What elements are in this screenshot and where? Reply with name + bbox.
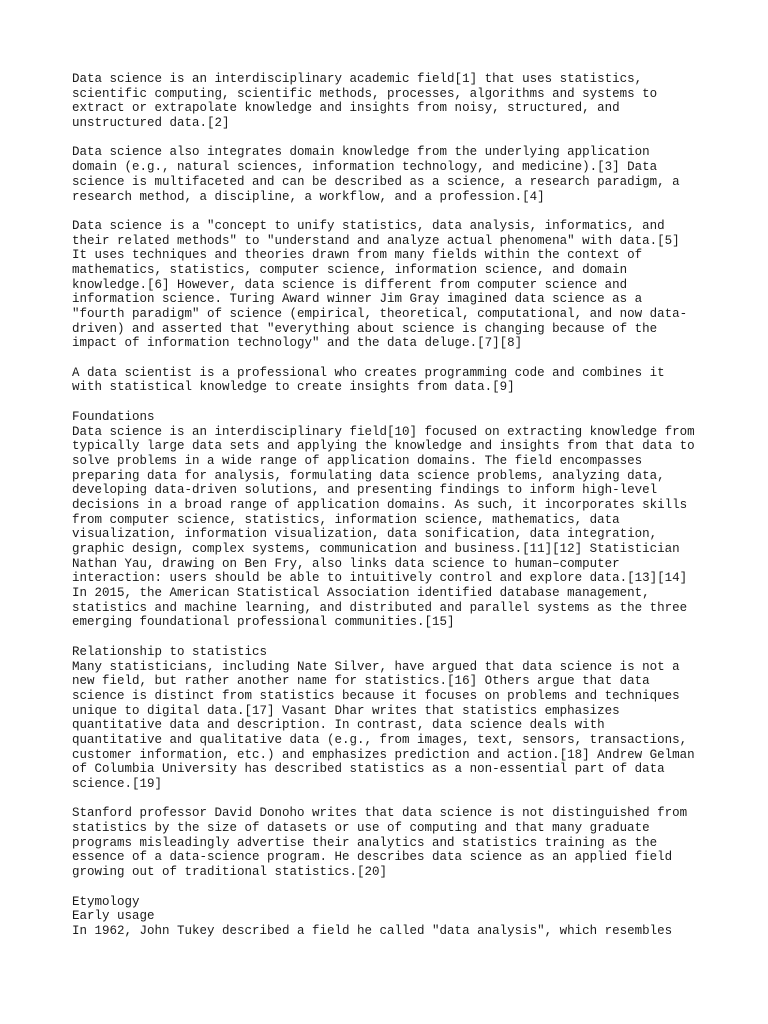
text-line: Data science is a "concept to unify statistics, data analysis, informatics, and (72, 218, 665, 233)
paragraph-block (72, 219, 712, 351)
text-line: mathematics, statistics, computer science, information science, and domain (72, 262, 628, 277)
text-line: growing out of traditional statistics.[20] (72, 865, 388, 880)
text-line: quantitative data and description. In contrast, data science deals with (72, 718, 605, 733)
paragraph-spacer (72, 880, 712, 895)
text-line: new field, but rather another name for statistics.[16] Others argue that data (72, 674, 650, 689)
text-line: impact of information technology" and the data deluge.[7][8] (72, 336, 523, 351)
text-line: emerging foundational professional communities.[15] (72, 615, 455, 630)
text-line: preparing data for analysis, formulating data science problems, analyzing data, (72, 468, 665, 483)
text-line: Stanford professor David Donoho writes that data science is not distinguished from (72, 806, 688, 821)
text-line: science.[19] (72, 777, 163, 791)
text-line: Nathan Yau, drawing on Ben Fry, also links data science to human–computer (72, 556, 620, 571)
text-line: Many statisticians, including Nate Silver, have argued that data science is not a (72, 659, 680, 674)
text-line: "fourth paradigm" of science (empirical, theoretical, computational, and now data- (72, 307, 688, 321)
text-line: information science. Turing Award winner Jim Gray imagined data science as a (72, 292, 643, 307)
text-line: research method, a discipline, a workflow, and a profession.[4] (72, 189, 545, 204)
paragraph-spacer (72, 204, 712, 219)
paragraph-block (72, 72, 712, 131)
text-line: In 2015, the American Statistical Association identified database management, (72, 586, 650, 601)
text-line: statistics by the size of datasets or use of computing and that many graduate (72, 821, 650, 836)
text-line: graphic design, complex systems, communication and business.[11][12] Statistician (72, 542, 680, 556)
text-line: developing data-driven solutions, and presenting findings to inform high-level (72, 483, 658, 498)
paragraph-spacer (72, 395, 712, 410)
text-line: typically large data sets and applying the knowledge and insights from that data to (72, 439, 695, 454)
paragraph-block (72, 145, 712, 204)
text-line: with statistical knowledge to create insights from data.[9] (72, 380, 515, 395)
text-line: programs misleadingly advertise their analytics and statistics training as the (72, 835, 658, 850)
text-line: extract or extrapolate knowledge and insights from noisy, structured, and (72, 101, 620, 116)
text-line: of Columbia University has described statistics as a non-essential part of data (72, 762, 665, 777)
paragraph-block (72, 806, 712, 879)
section-heading: Foundations (72, 409, 155, 424)
paragraph-spacer (72, 351, 712, 366)
section-heading: Etymology (72, 894, 140, 909)
text-line: customer information, etc.) and emphasizes prediction and action.[18] Andrew Gelman (72, 747, 695, 762)
text-line: In 1962, John Tukey described a field he called "data analysis", which resembles (72, 923, 673, 938)
text-line: Data science is an interdisciplinary academic field[1] that uses statistics, (72, 72, 643, 86)
text-line: unique to digital data.[17] Vasant Dhar writes that statistics emphasizes (72, 703, 620, 718)
text-line: quantitative and qualitative data (e.g., from images, text, sensors, transactions, (72, 732, 688, 747)
section-block (72, 645, 712, 792)
paragraph-spacer (72, 131, 712, 146)
text-line: decisions in a broad range of application domains. As such, it incorporates skills (72, 497, 688, 512)
paragraph-spacer (72, 630, 712, 645)
subsection-heading: Early usage (72, 909, 155, 924)
section-heading: Relationship to statistics (72, 644, 268, 659)
text-line: essence of a data-science program. He describes data science as an applied field (72, 850, 673, 865)
section-block (72, 410, 712, 630)
text-line: domain (e.g., natural sciences, information technology, and medicine).[3] Data (72, 160, 658, 175)
text-line: visualization, information visualization, data sonification, data integration, (72, 527, 658, 542)
text-line: their related methods" to "understand and analyze actual phenomena" with data.[5] (72, 233, 680, 248)
text-line: Data science is an interdisciplinary field[10] focused on extracting knowledge from (72, 424, 695, 439)
text-line: science is distinct from statistics because it focuses on problems and techniques (72, 688, 680, 703)
text-line: driven) and asserted that "everything about science is changing because of the (72, 321, 658, 336)
text-line: from computer science, statistics, information science, mathematics, data (72, 512, 620, 527)
paragraph-block (72, 366, 712, 395)
section-block (72, 895, 712, 939)
text-line: knowledge.[6] However, data science is different from computer science and (72, 277, 628, 292)
text-line: A data scientist is a professional who creates programming code and combines it (72, 365, 665, 380)
text-line: scientific computing, scientific methods, processes, algorithms and systems to (72, 86, 658, 101)
document-page (72, 72, 712, 939)
text-line: solve problems in a wide range of application domains. The field encompasses (72, 453, 643, 468)
text-line: unstructured data.[2] (72, 116, 230, 131)
text-line: interaction: users should be able to intuitively control and explore data.[13][14] (72, 571, 688, 586)
paragraph-spacer (72, 792, 712, 807)
text-line: science is multifaceted and can be described as a science, a research paradigm, a (72, 174, 680, 189)
text-line: statistics and machine learning, and distributed and parallel systems as the three (72, 600, 688, 615)
text-line: It uses techniques and theories drawn from many fields within the context of (72, 248, 643, 263)
text-line: Data science also integrates domain knowledge from the underlying application (72, 145, 650, 160)
